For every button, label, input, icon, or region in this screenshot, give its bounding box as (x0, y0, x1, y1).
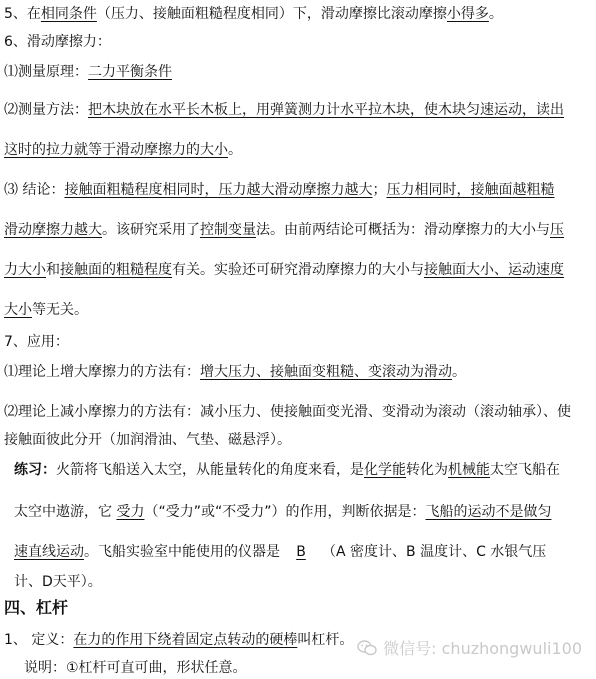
text: ⑶ 结论： (4, 182, 65, 198)
text-line-17: 计、D天平）。 (14, 574, 102, 590)
section-heading: 四、杠杆 (4, 598, 69, 617)
underlined-answer: 接触面粗糙程度相同时，压力越大滑动摩擦力越大 (64, 182, 373, 198)
underlined-answer: 控制变量 (200, 222, 256, 238)
underlined-answer: 接触面的粗糙程度 (60, 262, 172, 278)
text: （压力、接触面粗糙程度相同）下，滑动摩擦比滚动摩擦 (96, 6, 447, 22)
underlined-answer: 大小 (4, 302, 32, 318)
text: 等无关。 (32, 302, 88, 318)
text-line-2: 6、滑动摩擦力： (4, 34, 111, 50)
text-line-15 (14, 502, 551, 522)
underlined-answer: 飞船的运动不是做匀 (425, 504, 552, 520)
text-line-5 (4, 140, 242, 160)
wechat-icon (357, 640, 377, 656)
text-line-19 (4, 630, 353, 650)
text: （A 密度计、B 温度计、C 水银气压 (322, 544, 547, 560)
underlined-answer: 压力相同时，接触面越粗糙 (386, 182, 555, 198)
text-line-8 (4, 260, 564, 280)
underlined-answer: 相同条件 (40, 6, 97, 22)
underlined-answer: 接触面大小、运动速度 (424, 262, 564, 278)
text: 法。由前两结论可概括为：滑动摩擦力的大小与 (256, 222, 550, 238)
text: 有关。实验还可研究滑动摩擦力的大小与 (172, 262, 424, 278)
underlined-answer: 化学能 (364, 462, 406, 478)
underlined-answer: 增大压力、接触面变粗糙、变滚动为滑动 (200, 364, 452, 380)
text: 。 (228, 142, 242, 158)
underlined-answer: 把木块放在水平长木板上，用弹簧测力计水平拉木块，使木块匀速运动，读出 (88, 102, 564, 118)
underlined-answer: 机械能 (448, 462, 490, 478)
text-line-9 (4, 300, 88, 320)
text: （“受力”或“不受力”）的作用，判断依据是： (144, 504, 426, 520)
text: 太空飞船在 (490, 462, 560, 478)
text-line-12: ⑵理论上减小摩擦力的方法有：减小压力、使接触面变光滑、变滑动为滚动（滚动轴承）、使 (4, 404, 571, 420)
underlined-answer: 力大小 (4, 262, 46, 278)
text: 转化为 (406, 462, 448, 478)
text-line-20: 说明：①杠杆可直可曲，形状任意。 (24, 660, 247, 676)
text: ⑴理论上增大摩擦力的方法有： (4, 364, 200, 380)
answer-blank: B (296, 544, 306, 560)
watermark (357, 636, 582, 659)
text: ⑴测量原理： (4, 64, 88, 80)
text: 。 (452, 364, 466, 380)
underlined-answer: 这时的拉力就等于滑动摩擦力的大小 (4, 142, 228, 158)
text-line-4 (4, 100, 564, 120)
underlined-answer: 滑动摩擦力越大 (4, 222, 102, 238)
watermark-text: 微信号: chuzhongwuli100 (383, 639, 582, 658)
text: 和 (46, 262, 60, 278)
text: 。飞船实验室中能使用的仪器是 (84, 544, 280, 560)
underlined-answer: 速直线运动 (14, 544, 84, 560)
underlined-answer: 受力 (116, 504, 145, 520)
text-line-11 (4, 362, 466, 382)
text-line-14 (14, 460, 560, 480)
text-line-13: 接触面彼此分开（加润滑油、气垫、磁悬浮）。 (4, 432, 291, 448)
underlined-answer: 二力平衡条件 (88, 64, 172, 80)
text: 1、 定义： (4, 632, 74, 648)
underlined-answer: 小得多 (446, 6, 489, 22)
text-line-10: 7、应用： (4, 334, 69, 350)
text: 太空中遨游，它 (14, 504, 117, 520)
text-line-6 (4, 180, 554, 200)
text-line-3 (4, 62, 172, 82)
text: 。 (339, 632, 354, 648)
text: 。该研究采用了 (102, 222, 200, 238)
text-line-7 (4, 220, 564, 240)
exercise-label: 练习： (14, 462, 56, 478)
text-line-16 (14, 542, 546, 562)
underlined-answer: 压 (550, 222, 564, 238)
text: 。 (488, 6, 503, 22)
underlined-answer: 在力的作用下绕着固定点转动的硬棒 (73, 632, 298, 648)
text: ； (372, 182, 387, 198)
text: ⑵测量方法： (4, 102, 88, 118)
text-line-1 (4, 4, 503, 24)
text: 5、在 (4, 6, 41, 22)
text: 叫杠杆 (297, 632, 340, 648)
text: 火箭将飞船送入太空，从能量转化的角度来看，是 (56, 462, 364, 478)
